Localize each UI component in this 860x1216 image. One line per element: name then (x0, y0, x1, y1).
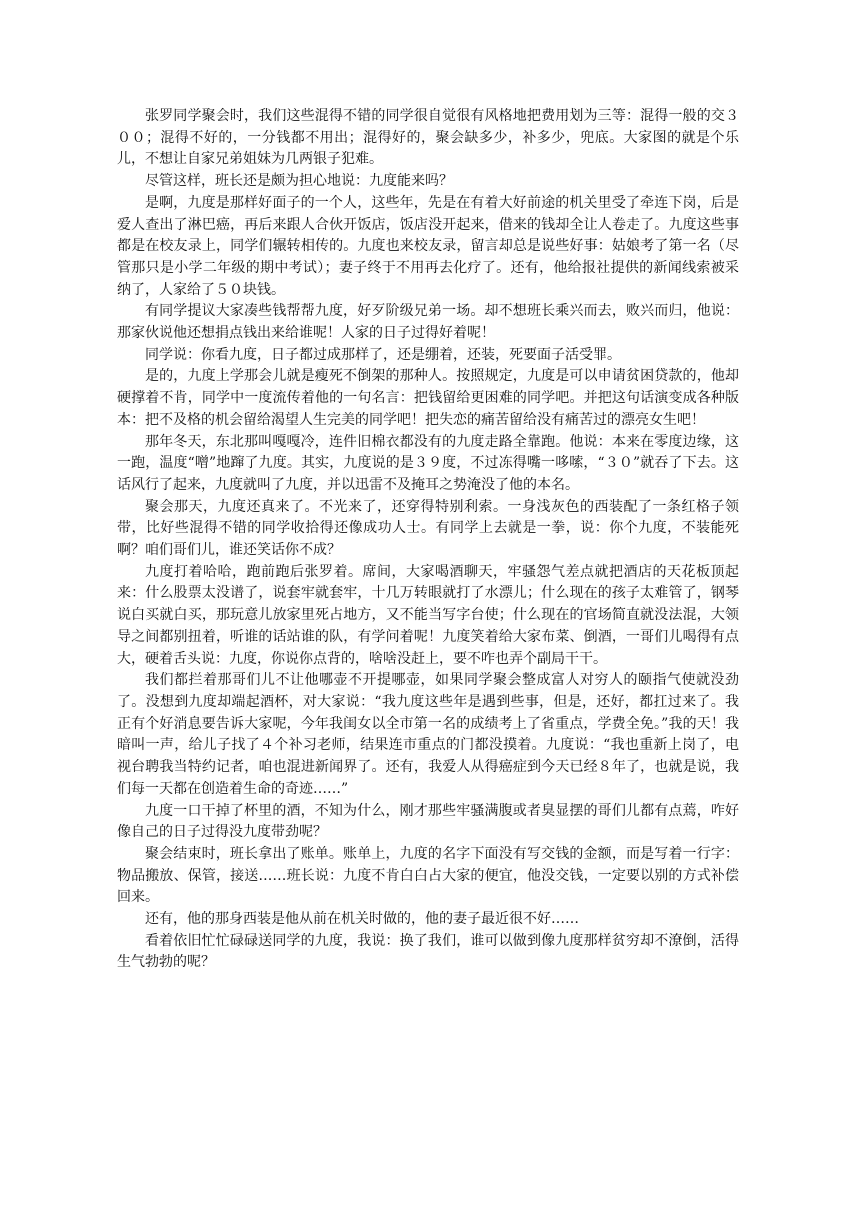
paragraph: 是啊，九度是那样好面子的一个人，这些年，先是在有着大好前途的机关里受了牵连下岗，后是爱人查出了淋巴癌，再后来跟人合伙开饭店，饭店没开起来，借来的钱却全让人卷走了。九度这些事都是在校友录上，同学们辗转相传的。九度也来校友录，留言却总是说些好事：姑娘考了第一名（尽管那只是小学二年级的期中考试）；妻子终于不用再去化疗了。还有，他给报社提供的新闻线索被采纳了，人家给了５０块钱。 (117, 194, 739, 298)
paragraph: 九度打着哈哈，跑前跑后张罗着。席间，大家喝酒聊天，牢骚怨气差点就把酒店的天花板顶起来：什么股票太没谱了，说套牢就套牢，十几万转眼就打了水漂儿；什么现在的孩子太难管了，钢琴说白买就白买，那玩意儿放家里死占地方，又不能当写字台使；什么现在的官场简直就没法混，大领导之间都别扭着，听谁的话站谁的队，有学问着呢！九度笑着给大家布菜、倒酒，一哥们儿喝得有点大，硬着舌头说：九度，你说你点背的，啥啥没赶上，要不咋也弄个副局干干。 (117, 563, 739, 667)
paragraph: 看着依旧忙忙碌碌送同学的九度，我说：换了我们，谁可以做到像九度那样贫穷却不潦倒，活得生气勃勃的呢？ (117, 932, 739, 971)
paragraph: 尽管这样，班长还是颇为担心地说：九度能来吗？ (145, 173, 453, 190)
story-text-block (117, 106, 739, 974)
paragraph: 九度一口干掉了杯里的酒，不知为什么，刚才那些牢骚满腹或者臭显摆的哥们儿都有点蔫，咋好像自己的日子过得没九度带劲呢？ (117, 802, 739, 841)
paragraph: 聚会结束时，班长拿出了账单。账单上，九度的名字下面没有写交钱的金额，而是写着一行字：物品搬放、保管，接送……班长说：九度不肯白白占大家的便宜，他没交钱，一定要以别的方式补偿回来。 (117, 845, 739, 906)
paragraph: 张罗同学聚会时，我们这些混得不错的同学很自觉很有风格地把费用划为三等：混得一般的交３００；混得不好的，一分钱都不用出；混得好的，聚会缺多少，补多少，兜底。大家图的就是个乐儿，不想让自家兄弟姐妹为几两银子犯难。 (117, 108, 739, 168)
paragraph: 还有，他的那身西装是他从前在机关时做的，他的妻子最近很不好…… (145, 911, 579, 928)
paragraph: 同学说：你看九度，日子都过成那样了，还是绷着，还装，死要面子活受罪。 (145, 346, 621, 363)
paragraph: 我们都拦着那哥们儿不让他哪壶不开提哪壶，如果同学聚会整成富人对穷人的颐指气使就没劲了。没想到九度却端起酒杯，对大家说：“我九度这些年是遇到些事，但是，还好，都扛过来了。我正有个好消息要告诉大家呢，今年我闺女以全市第一名的成绩考上了省重点，学费全免。”我的天！我暗叫一声，给儿子找了４个补习老师，结果连市重点的门都没摸着。九度说：“我也重新上岗了，电视台聘我当特约记者，咱也混进新闻界了。还有，我爱人从得癌症到今天已经８年了，也就是说，我们每一天都在创造着生命的奇迹……” (117, 672, 739, 797)
paragraph: 那年冬天，东北那叫嘎嘎冷，连件旧棉衣都没有的九度走路全靠跑。他说：本来在零度边缘，这一跑，温度“噌”地蹿了九度。其实，九度说的是３９度，不过冻得嘴一哆嗦，“３０”就吞了下去。这话风行了起来，九度就叫了九度，并以迅雷不及掩耳之势淹没了他的本名。 (117, 433, 739, 493)
paragraph: 是的，九度上学那会儿就是瘦死不倒架的那种人。按照规定，九度是可以申请贫困贷款的，他却硬撑着不肯，同学中一度流传着他的一句名言：把钱留给更困难的同学吧。并把这句话演变成各种版本：把不及格的机会留给渴望人生完美的同学吧！把失恋的痛苦留给没有痛苦过的漂亮女生吧！ (117, 368, 739, 428)
paragraph: 聚会那天，九度还真来了。不光来了，还穿得特别利索。一身浅灰色的西装配了一条红格子领带，比好些混得不错的同学收拾得还像成功人士。有同学上去就是一拳，说：你个九度，不装能死啊？咱们哥们儿，谁还笑话你不成？ (117, 498, 739, 559)
paragraph: 有同学提议大家凑些钱帮帮九度，好歹阶级兄弟一场。却不想班长乘兴而去，败兴而归，他说：那家伙说他还想捐点钱出来给谁呢！人家的日子过得好着呢！ (117, 303, 739, 342)
